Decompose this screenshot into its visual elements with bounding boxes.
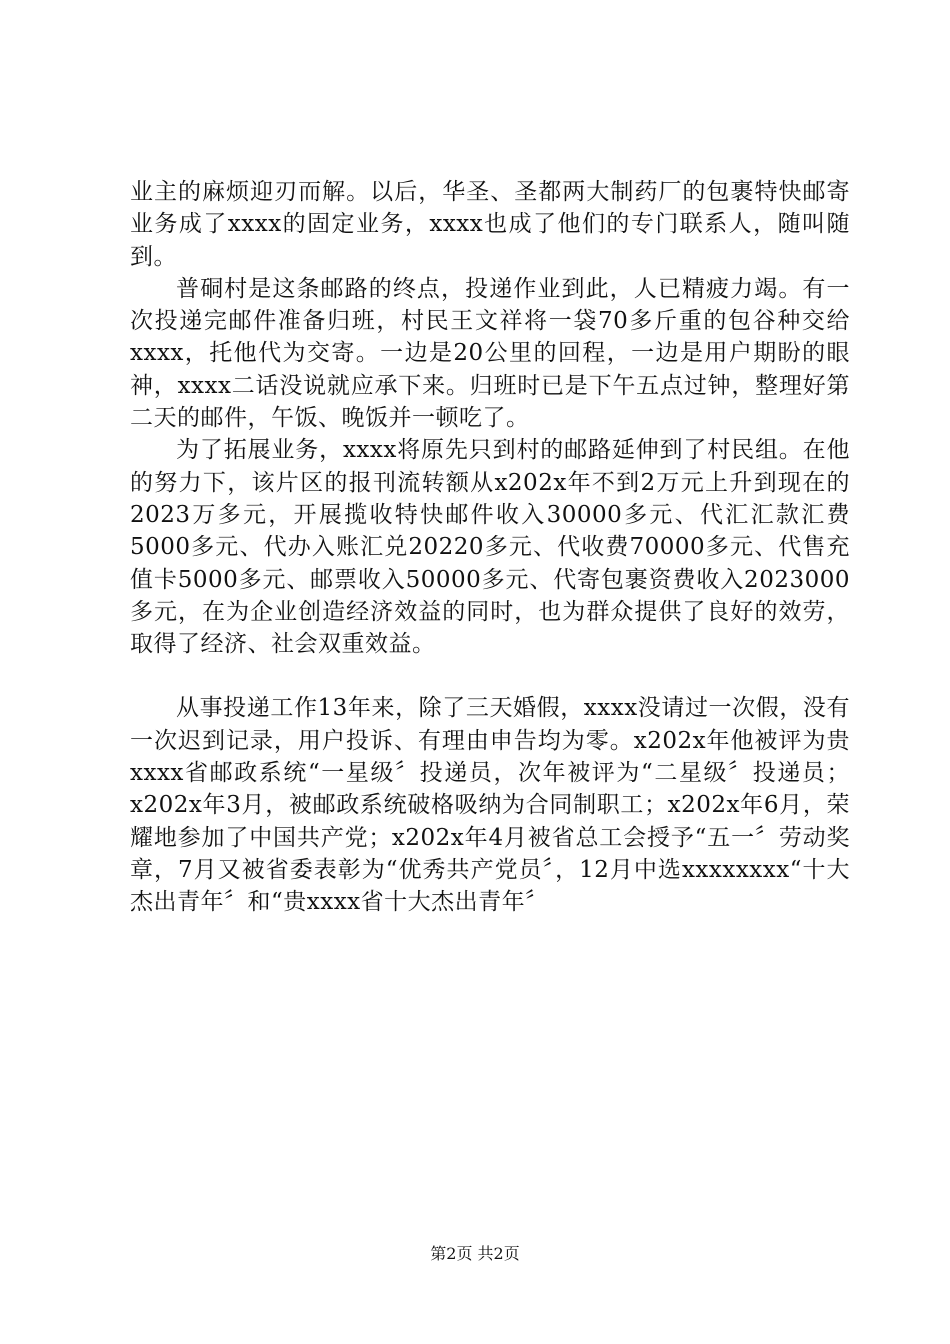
paragraph-pudong-village: 普硐村是这条邮路的终点，投递作业到此，人已精疲力竭。有一次投递完邮件准备归班，村民王文祥将一袋70多斤重的包谷种交给xxxx，托他代为交寄。一边是20公里的回程，一边是用户期盼的眼神，xxxx二话没说就应承下来。归班时已是下午五点过钟，整理好第二天的邮件，午饭、晚饭并一顿吃了。 [130, 275, 850, 432]
paragraph-continuation: 业主的麻烦迎刃而解。以后，华圣、圣都两大制药厂的包裹特快邮寄业务成了xxxx的固定业务，xxxx也成了他们的专门联系人，随叫随到。 [130, 179, 850, 270]
paragraph-honors: 从事投递工作13年来，除了三天婚假，xxxx没请过一次假，没有一次迟到记录，用户投诉、有理由申告均为零。x202x年他被评为贵xxxx省邮政系统“一星级〞投递员，次年被评为“二星级〞投递员；x202x年3月，被邮政系统破格吸纳为合同制职工；x202x年6月，荣耀地参加了中国共产党；x202x年4月被省总工会授予“五一〞劳动奖章，7月又被省委表彰为“优秀共产党员〞，12月中选xxxxxxxx“十大杰出青年〞和“贵xxxx省十大杰出青年〞 [130, 695, 850, 916]
page-footer: 第2页 共2页 [430, 1244, 520, 1263]
paragraph-business-expansion: 为了拓展业务，xxxx将原先只到村的邮路延伸到了村民组。在他的努力下，该片区的报刊流转额从x202x年不到2万元上升到现在的2023万多元，开展揽收特快邮件收入30000多元、代汇汇款汇费5000多元、代办入账汇兑20220多元、代收费70000多元、代售充值卡5000多元、邮票收入50000多元、代寄包裹资费收入2023000多元，在为企业创造经济效益的同时，也为群众提供了良好的效劳，取得了经济、社会双重效益。 [130, 437, 850, 658]
document-body [130, 176, 850, 919]
